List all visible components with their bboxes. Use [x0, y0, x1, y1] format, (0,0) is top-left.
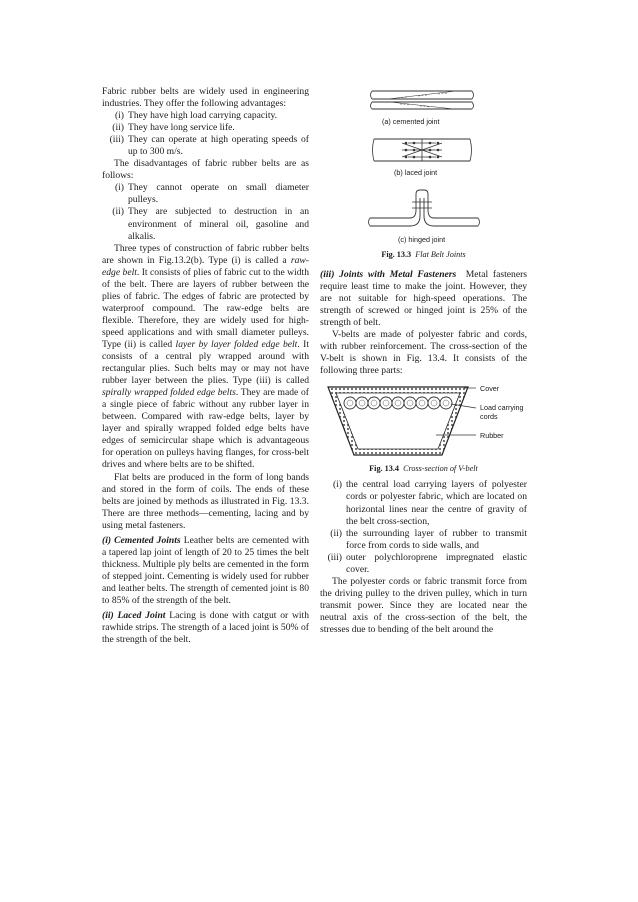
paragraph: (ii) Laced Joint Lacing is done with catgut or with rawhide strips. The strength of a laced joint is 50% of the strength of the belt. [102, 610, 309, 646]
figure-13-3 [320, 84, 527, 264]
fig-label-c: (c) hinged joint [398, 235, 446, 244]
fig-label-a: (a) cemented joint [382, 117, 440, 126]
laced-joint-diagram [372, 136, 472, 164]
list-item: (ii) the surrounding layer of rubber to transmit force from cords to side walls, and [330, 527, 527, 551]
section-heading: (i) Cemented Joints [102, 534, 181, 546]
label-cover: Cover [480, 384, 500, 394]
list-item: (i) They cannot operate on small diameter pulleys. [114, 182, 309, 206]
label-rubber: Rubber [480, 431, 504, 441]
paragraph: Flat belts are produced in the form of long bands and stored in the form of coils. The ends of these belts are joined by methods as illustrated in Fig. 13.3. There are three methods—cementing, lacing and by using metal fasteners. [102, 471, 309, 531]
hinged-joint-diagram [368, 188, 480, 230]
label-load-carrying-cords: Load carrying cords [480, 403, 524, 421]
fig-label-b: (b) laced joint [394, 168, 438, 177]
paragraph: The disadvantages of fabric rubber belts are as follows: [102, 158, 309, 182]
paragraph: V-belts are made of polyester fabric and cords, with rubber reinforcement. The cross-section of the V-belt is shown in Fig. 13.4. It consists of the following three parts: [320, 329, 527, 377]
section-heading: (iii) Joints with Metal Fasteners [320, 269, 457, 280]
right-column [320, 269, 527, 636]
figure-caption: Fig. 13.3 Flat Belt Joints [381, 250, 466, 259]
cemented-joint-diagram [368, 88, 476, 112]
figure-13-4 [320, 377, 527, 479]
section-heading: (ii) Laced Joint [102, 610, 166, 622]
paragraph: Fabric rubber belts are widely used in engineering industries. They offer the following advantages: [102, 86, 309, 110]
list-item: (iii) outer polychloroprene impregnated elastic cover. [327, 551, 527, 575]
left-column [102, 86, 309, 646]
paragraph: (i) Cemented Joints Leather belts are cemented with a tapered lap joint of length of 20 to 25 times the belt thickness. Multiple ply belts are cemented in the form of stepped joint. Cementing is widely used for rubber and leather belts. The strength of cemented joint is 80 to 85% of the strength of the belt. [102, 534, 310, 606]
list-item: (ii) They have long service life. [112, 122, 235, 134]
list-item: (i) the central load carrying layers of polyester cords or polyester fabric, which are located on horizontal lines near the centre of gravity of the belt cross-section, [332, 479, 527, 527]
list-item: (iii) They can operate at high operating speeds of up to 300 m/s. [109, 134, 309, 158]
list-item: (ii) They are subjected to destruction in an environment of mineral oil, gasoline and alkalis. [112, 206, 309, 242]
list-item: (i) They have high load carrying capacity. [114, 110, 278, 122]
paragraph: Three types of construction of fabric rubber belts are shown in Fig.13.2(b). Type (i) is called a raw-edge belt. It consists of plies of fabric cut to the width of the belt. There are layers of rubber between the plies of fabric. The edges of fabric are protected by waterproof compound. The raw-edge belts are flexible. Therefore, they are widely used for high-speed applications and with small diameter pulleys. Type (ii) is called layer by layer folded edge belt. It consists of a central ply wrapped around with rectangular plies. Such belts may or may not have rubber layer between the plies. Type (iii) is called spirally wrapped folded edge belts. They are made of a single piece of fabric without any rubber layer in between. Compared with raw-edge belts, layer by layer and spirally wrapped folded edge belts have edges of semicircular shape which is advantageous for operation on pulleys having flanges, for cross-belt drives and where belts are to be shifted. [102, 242, 309, 471]
paragraph: The polyester cords or fabric transmit force from the driving pulley to the driven pulley, which in turn transmit power. Since they are located near the neutral axis of the cross-section of the belt, the stresses due to bending of the belt around the [320, 575, 527, 635]
figure-caption: Fig. 13.4 Cross-section of V-belt [369, 464, 478, 474]
paragraph: (iii) Joints with Metal Fasteners Metal fasteners require least time to make the joint. However, they are not suitable for high-speed operations. The strength of screwed or hinged joint is 25% of the strength of belt. [320, 269, 528, 329]
